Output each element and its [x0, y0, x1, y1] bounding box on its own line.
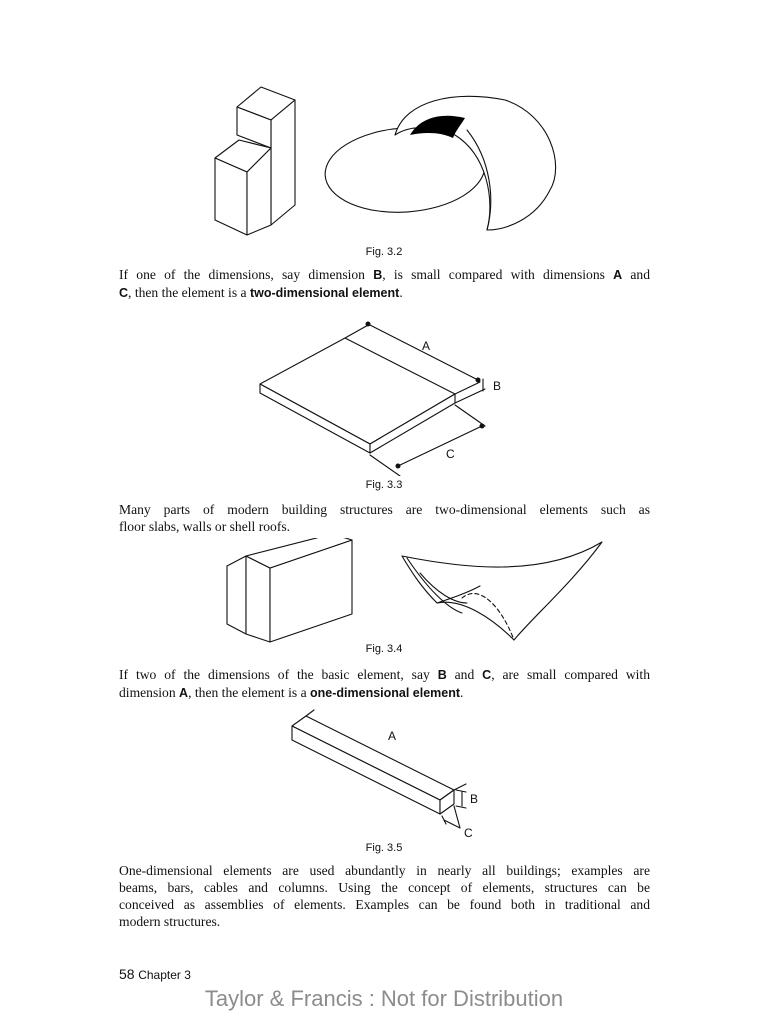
dimension-label-b: B	[493, 379, 502, 393]
figure-3-4-caption: Fig. 3.4	[365, 643, 403, 655]
paragraph-building-structures	[119, 501, 650, 535]
figure-3-2-drawing	[205, 80, 585, 240]
figure-3-3	[250, 316, 520, 476]
text-run: and	[446, 667, 483, 682]
dimension-marker	[476, 378, 481, 383]
page-footer	[119, 966, 191, 982]
text-line: beams, bars, cables and columns. Using the concept of elements, structures can be	[119, 880, 650, 895]
paragraph-one-dimensional	[119, 666, 650, 702]
text-line: One-dimensional elements are used abundantly in nearly all buildings; examples are	[119, 863, 650, 878]
dimension-label-c: C	[464, 826, 473, 840]
dimension-marker	[480, 424, 485, 429]
figure-3-5-drawing	[284, 706, 494, 841]
text-line: modern structures.	[119, 914, 221, 929]
corner-wall-drawing	[227, 538, 352, 642]
dimension-label-c: C	[446, 447, 455, 461]
figure-3-4-drawing	[222, 538, 612, 648]
text-run: .	[460, 685, 464, 700]
watermark: Taylor & Francis : Not for Distribution	[204, 986, 564, 1011]
figure-3-3-drawing	[250, 316, 520, 476]
text-line: Many parts of modern building structures are two-dimensional elements such as	[119, 502, 650, 517]
text-line: floor slabs, walls or shell roofs.	[119, 519, 291, 534]
figure-3-4	[222, 538, 612, 648]
text-run: If two of the dimensions of the basic element, say	[119, 667, 438, 682]
term-b: B	[437, 668, 447, 682]
term-c: C	[482, 668, 492, 682]
chapter-label: Chapter 3	[138, 968, 191, 982]
text-run: , is small compared with dimensions	[382, 267, 614, 282]
hyperbolic-shell-drawing	[402, 542, 602, 640]
slab-drawing	[260, 324, 480, 453]
term-c: C	[119, 286, 129, 300]
figure-3-5-caption: Fig. 3.5	[365, 842, 403, 854]
dimension-marker	[396, 464, 401, 469]
text-run: , then the element is a	[188, 685, 311, 700]
text-line: conceived as assemblies of elements. Examples can be found both in traditional and	[119, 897, 650, 912]
term-one-dimensional-element: one-dimensional element	[310, 686, 461, 700]
beam-drawing	[292, 710, 466, 814]
dimension-label-b: B	[470, 792, 479, 806]
dimension-marker	[366, 322, 371, 327]
dimension-label-a: A	[422, 339, 431, 353]
term-a: A	[179, 686, 189, 700]
shell-dome-drawing	[322, 96, 555, 230]
text-run: , are small compared with	[491, 667, 650, 682]
figure-3-2-caption: Fig. 3.2	[365, 246, 403, 258]
paragraph-examples	[119, 862, 650, 930]
figure-3-5	[284, 706, 494, 841]
term-two-dimensional-element: two-dimensional element	[249, 286, 400, 300]
text-run: If one of the dimensions, say dimension	[119, 267, 374, 282]
text-run: .	[399, 285, 403, 300]
text-run: dimension	[119, 685, 180, 700]
text-run: , then the element is a	[128, 285, 250, 300]
figure-3-3-caption: Fig. 3.3	[365, 479, 403, 491]
stepped-block-drawing	[215, 87, 295, 235]
text-run: and	[622, 267, 650, 282]
dimension-label-a: A	[388, 729, 397, 743]
term-a: A	[613, 268, 623, 282]
figure-3-2	[205, 80, 585, 240]
paragraph-two-dimensional	[119, 266, 650, 302]
term-b: B	[373, 268, 383, 282]
page-number: 58	[119, 966, 135, 982]
